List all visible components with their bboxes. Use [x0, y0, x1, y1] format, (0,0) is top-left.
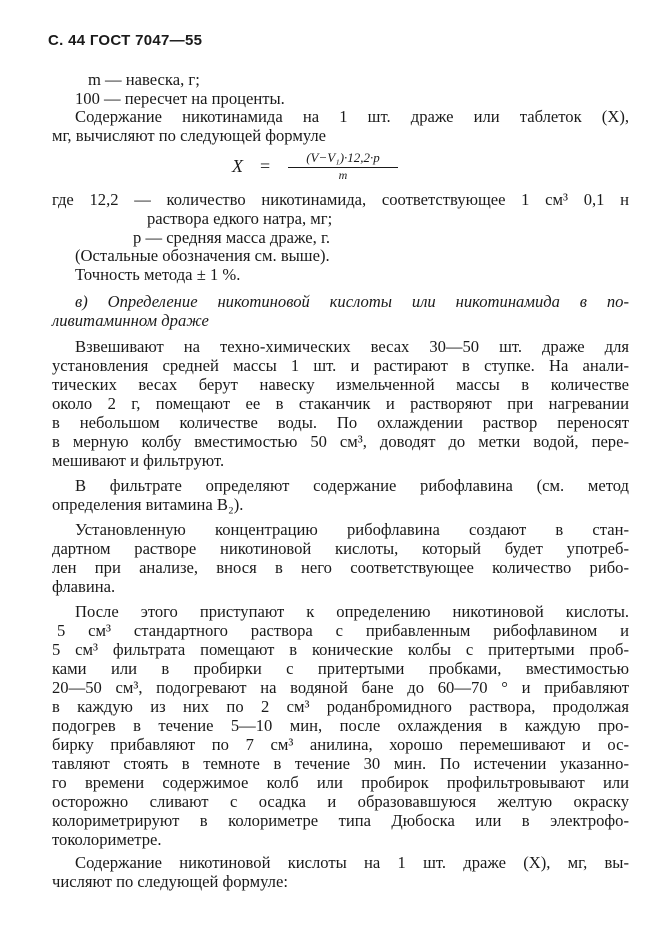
text-line: Взвешивают на техно-химических весах 30—50 шт. драже для: [75, 337, 629, 356]
text-line: ками или в пробирки с притертыми пробками, вместимостью: [52, 659, 629, 678]
text-line: В фильтрате определяют содержание рибофлавина (см. метод: [75, 476, 629, 495]
text-line: где 12,2 — количество никотинамида, соответствующее 1 см³ 0,1 н: [52, 190, 629, 209]
text-line: определения витамина B₂).: [52, 495, 244, 514]
text-line: мг, вычисляют по следующей формуле: [52, 126, 327, 145]
text-line: Точность метода ± 1 %.: [75, 265, 241, 284]
text-line: Установленную концентрацию рибофлавина создают в стан-: [75, 520, 629, 539]
text-line: тавляют стоять в темноте в течение 30 мин. По истечении указанно-: [52, 754, 629, 773]
text-line: После этого приступают к определению никотиновой кислоты.: [75, 602, 629, 621]
text-line: около 2 г, помещают ее в стаканчик и растворяют при нагревании: [52, 394, 629, 413]
text-line: осторожно сливают с осадка и образовавшуюся желтую окраску: [52, 792, 629, 811]
text-line: дартном растворе никотиновой кислоты, который будет употреб-: [52, 539, 629, 558]
text-line: подогрев в течение 5—10 мин, после охлаждения в каждую про-: [52, 716, 629, 735]
text-line: в небольшом количестве воды. По охлаждении раствор переносят: [52, 413, 629, 432]
text-line: тических весах берут навеску измельченной массы в количестве: [52, 375, 629, 394]
text-line: m — навеска, г;: [88, 70, 200, 89]
text-line: раствора едкого натра, мг;: [147, 209, 333, 228]
text-line: го времени содержимое колб или пробирок профильтровывают или: [52, 773, 629, 792]
text-line: p — средняя масса драже, г.: [133, 228, 331, 247]
text-line: 5 см³ фильтрата помещают в конические колбы с притертыми проб-: [52, 640, 629, 659]
text-line: (Остальные обозначения см. выше).: [75, 246, 330, 265]
section-title: в) Определение никотиновой кислоты или никотинамида в по-: [75, 292, 629, 311]
text-line: в каждую из них по 2 см³ роданбромидного раствора, продолжая: [52, 697, 629, 716]
page-header: С. 44 ГОСТ 7047—55: [48, 32, 203, 49]
text-line: 20—50 см³, подогревают на водяной бане до 60—70 ° и прибавляют: [52, 678, 629, 697]
text-line: колориметрируют в колориметре типа Дюбоска или в электрофо-: [52, 811, 629, 830]
text-line: числяют по следующей формуле:: [52, 872, 288, 891]
text-line: бирку прибавляют по 7 см³ анилина, хорошо перемешивают и ос-: [52, 735, 629, 754]
section-title: ливитаминном драже: [52, 311, 209, 330]
text-line: установления средней массы 1 шт. и растирают в ступке. На анали-: [52, 356, 629, 375]
formula-denominator: m: [338, 168, 348, 182]
formula-numerator: (V−V₁)·12,2·p: [288, 150, 398, 168]
text-line: в мерную колбу вместимостью 50 см³, доводят до метки водой, пере-: [52, 432, 629, 451]
formula-equals: =: [260, 156, 271, 176]
text-line: 5 см³ стандартного раствора с прибавленным рибофлавином и: [57, 621, 629, 640]
text-line: лен при анализе, внося в него соответствующее количество рибо-: [52, 558, 629, 577]
text-line: флавина.: [52, 577, 116, 596]
text-line: 100 — пересчет на проценты.: [75, 89, 285, 108]
text-line: Содержание никотинамида на 1 шт. драже или таблеток (X),: [75, 107, 629, 126]
text-line: токолориметре.: [52, 830, 162, 849]
text-line: мешивают и фильтруют.: [52, 451, 225, 470]
text-line: Содержание никотиновой кислоты на 1 шт. драже (X), мг, вы-: [75, 853, 629, 872]
formula-lhs: X: [232, 156, 243, 176]
formula-fraction: [288, 150, 398, 183]
